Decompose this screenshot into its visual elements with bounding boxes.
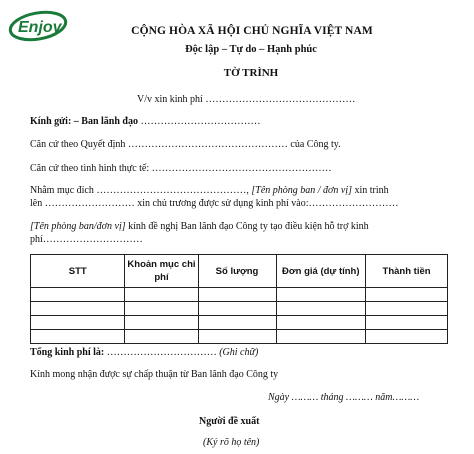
- recipient-dots: ………………………………: [137, 116, 261, 127]
- department-placeholder: [Tên phòng ban / đơn vị]: [251, 185, 352, 196]
- subject-line: V/v xin kinh phí ………………………………………: [137, 94, 356, 105]
- table-row: [31, 302, 448, 316]
- header-expense-item: Khoản mục chi phí: [125, 255, 198, 288]
- purpose-line-2: lên ……………………… xin chủ trương được sử dụng kinh phí vào:………………………: [30, 198, 399, 209]
- date-line: Ngày ……… tháng ……… năm………: [268, 392, 420, 403]
- recipient-label: Kính gửi: – Ban lãnh đạo: [30, 116, 138, 127]
- purpose-text: Nhằm mục đích ………………………………………,: [30, 185, 252, 196]
- request-text: kính đề nghị Ban lãnh đạo Công ty tạo điều kiện hỗ trợ kinh: [125, 221, 369, 232]
- header-stt: STT: [31, 255, 125, 288]
- total-dots: ……………………………: [104, 347, 220, 358]
- recipient-line: [30, 116, 260, 127]
- total-note: (Ghi chữ): [219, 347, 259, 358]
- header-unit-price: Đơn giá (dự tính): [276, 255, 366, 288]
- signer-note: (Ký rõ họ tên): [203, 437, 260, 448]
- logo-text: Enjoy: [18, 19, 62, 36]
- request-line-2: phí…………………………: [30, 234, 143, 245]
- national-motto: Độc lập – Tự do – Hạnh phúc: [185, 44, 317, 55]
- table-row: [31, 330, 448, 344]
- table-row: [31, 316, 448, 330]
- department-placeholder-2: [Tên phòng ban/đơn vị]: [30, 221, 126, 232]
- budget-table: [30, 254, 448, 344]
- signer-title: Người đề xuất: [199, 416, 260, 427]
- national-title: CỘNG HÒA XÃ HỘI CHỦ NGHĨA VIỆT NAM: [131, 25, 373, 37]
- purpose-line-1: [30, 185, 389, 196]
- basis-situation-line: Căn cứ theo tình hình thực tế: ………………………………………………: [30, 163, 332, 174]
- document-title: TỜ TRÌNH: [223, 67, 279, 79]
- purpose-submit: xin trình: [352, 185, 389, 196]
- closing-line: Kính mong nhận được sự chấp thuận từ Ban lãnh đạo Công ty: [30, 369, 279, 380]
- basis-decision-line: Căn cứ theo Quyết định ………………………………………… của Công ty.: [30, 139, 341, 150]
- header-quantity: Số lượng: [198, 255, 276, 288]
- table-row: [31, 288, 448, 302]
- total-label: Tổng kinh phí là:: [30, 347, 105, 358]
- header-total: Thành tiền: [366, 255, 448, 288]
- total-line: [30, 347, 258, 358]
- table-header-row: [31, 255, 448, 288]
- request-line-1: [30, 221, 369, 232]
